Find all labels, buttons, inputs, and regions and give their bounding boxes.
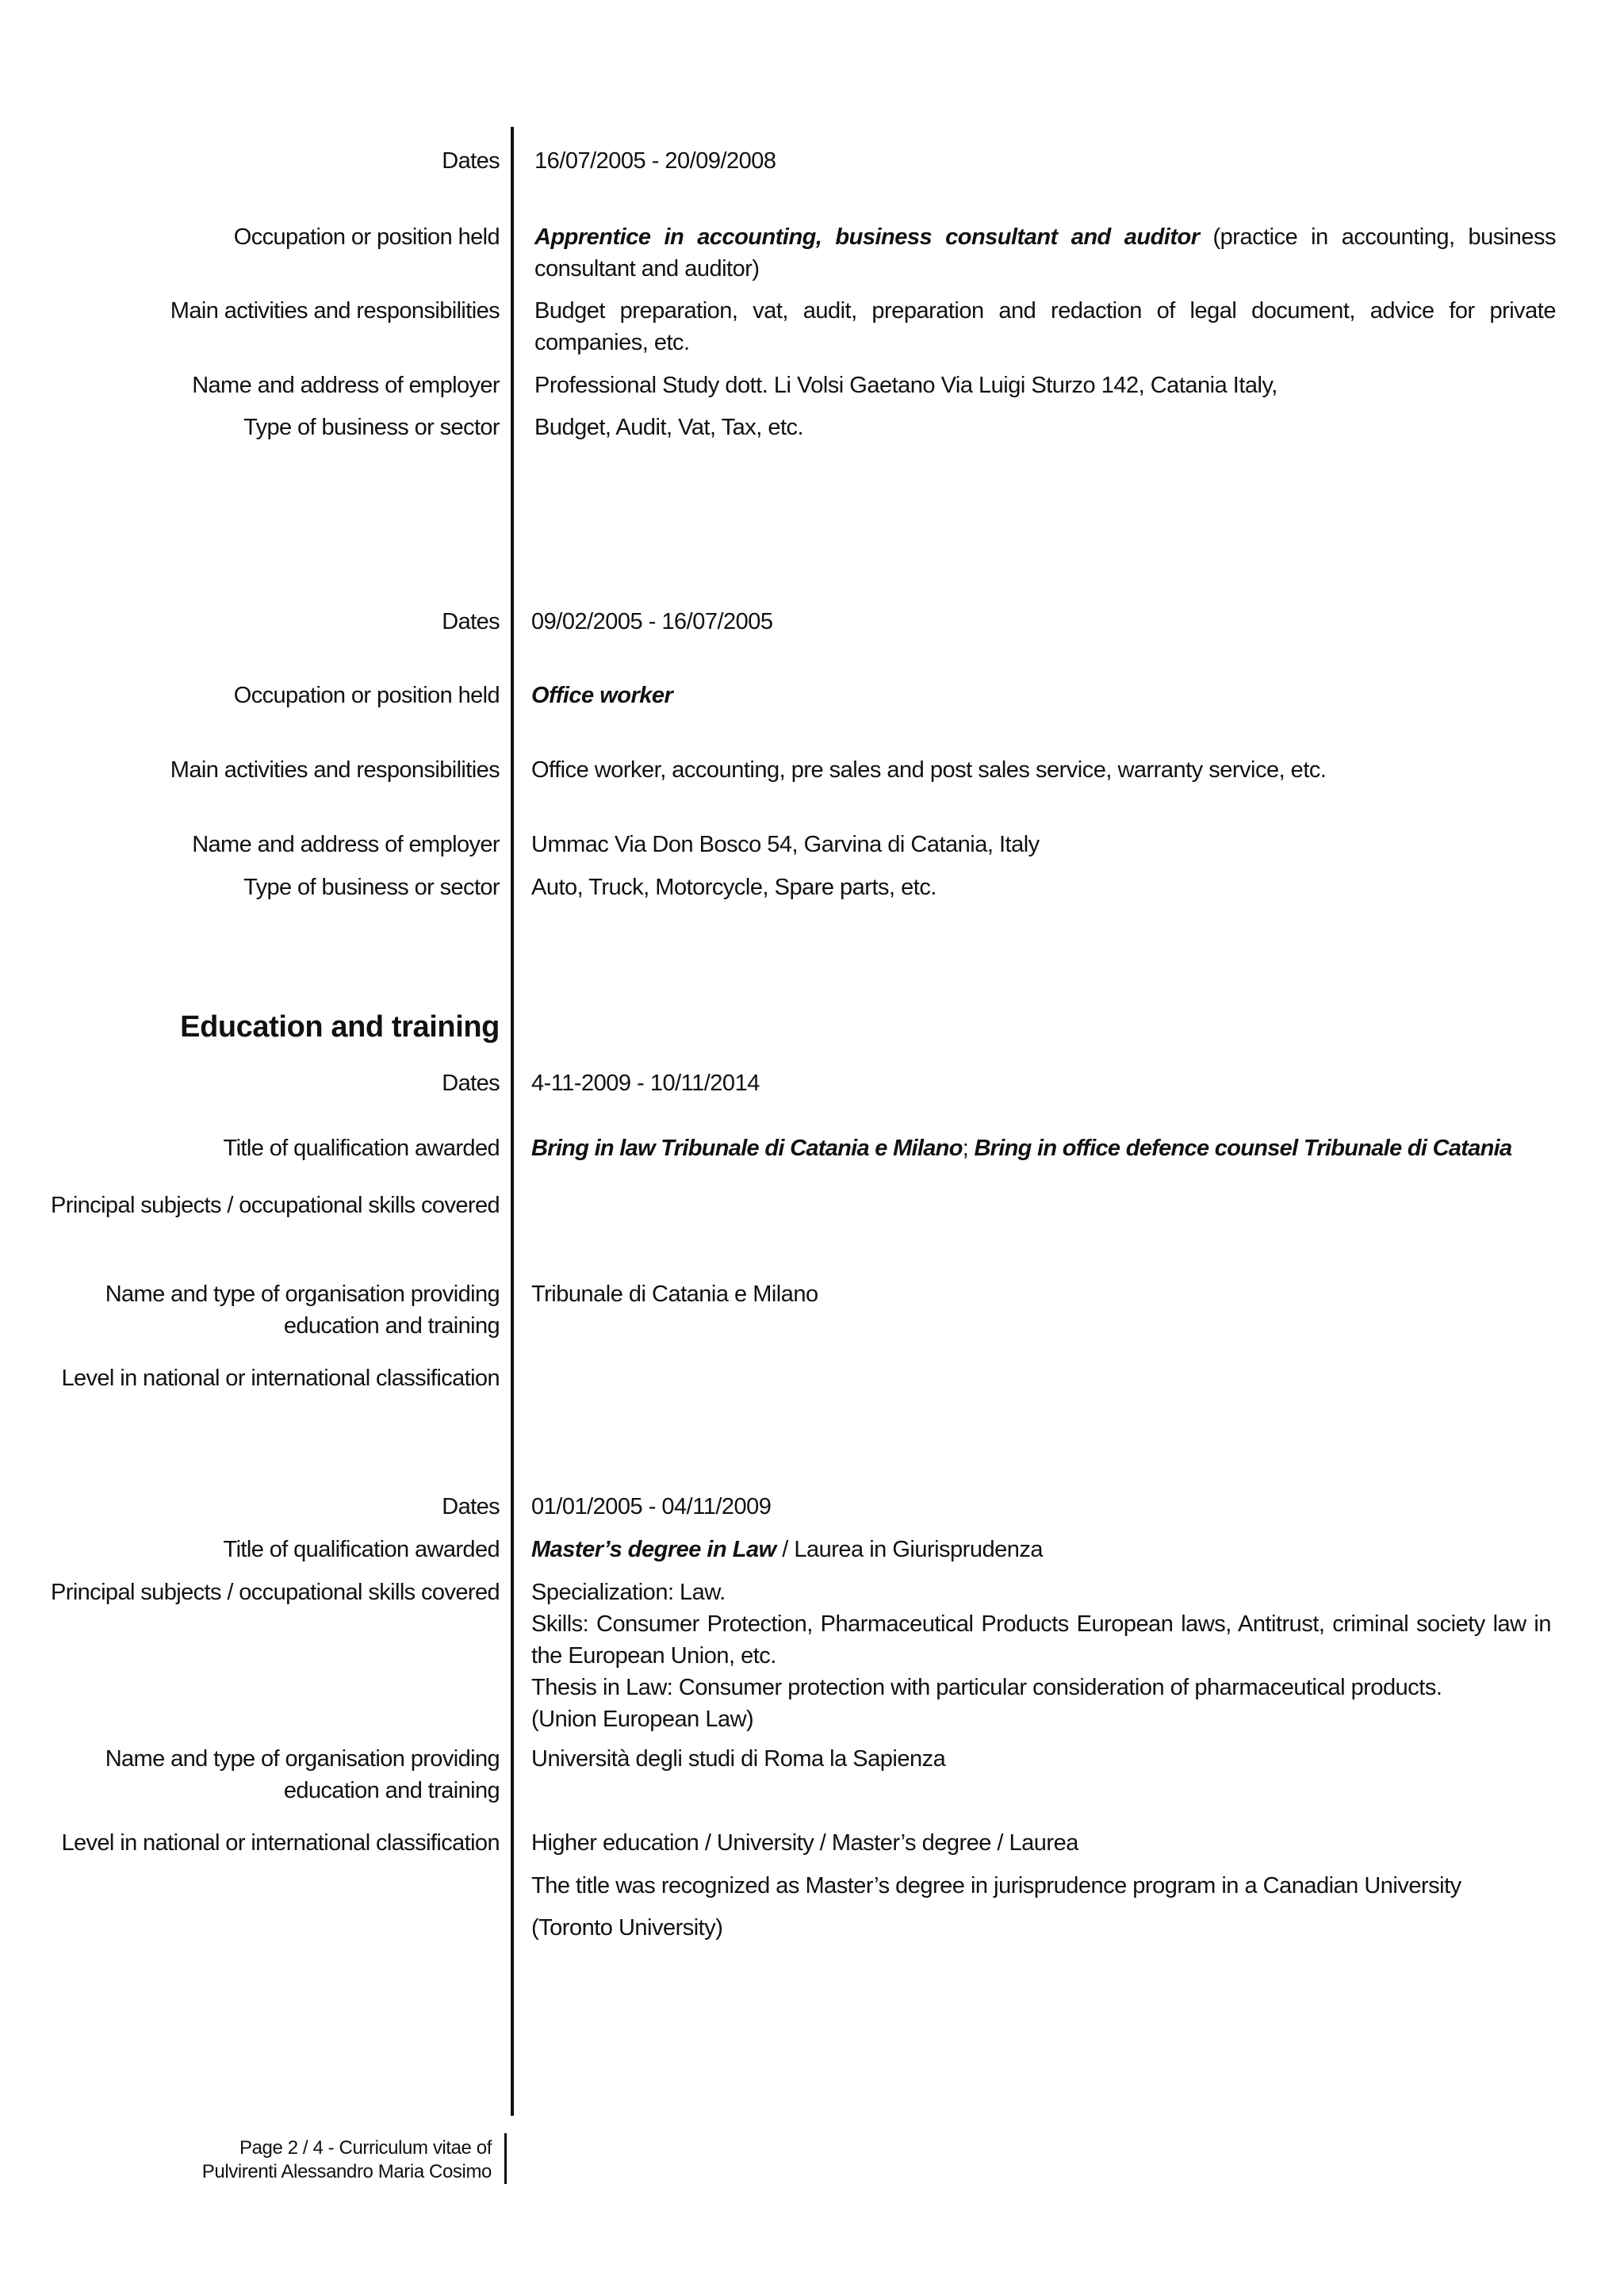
edu2-subjects-line2: Skills: Consumer Protection, Pharmaceutical Products European laws, Antitrust, criminal society law in the European Union, etc. xyxy=(531,1611,1551,1669)
exp1-sector: Budget, Audit, Vat, Tax, etc. xyxy=(534,415,804,440)
edu2-title-label: Title of qualification awarded xyxy=(223,1537,500,1562)
edu1-title-part2: Bring in office defence counsel Tribunale di Catania xyxy=(974,1136,1512,1161)
exp2-employer-label: Name and address of employer xyxy=(192,832,500,857)
footer-line1: Page 2 / 4 - Curriculum vitae of xyxy=(239,2137,492,2159)
exp1-occupation-label: Occupation or position held xyxy=(233,224,500,250)
exp2-occupation xyxy=(531,680,1554,711)
edu2-subjects-line3: Thesis in Law: Consumer protection with particular consideration of pharmaceutical products. xyxy=(531,1675,1442,1700)
edu1-title xyxy=(531,1132,1554,1164)
footer-line2: Pulvirenti Alessandro Maria Cosimo xyxy=(201,2161,492,2182)
edu1-dates: 4-11-2009 - 10/11/2014 xyxy=(531,1071,760,1096)
education-heading: Education and training xyxy=(180,1010,500,1044)
edu2-title-sep: / xyxy=(776,1537,795,1562)
edu2-dates: 01/01/2005 - 04/11/2009 xyxy=(531,1494,772,1519)
edu1-dates-label: Dates xyxy=(442,1071,500,1096)
edu2-level-line1: Higher education / University / Master’s degree / Laurea xyxy=(531,1830,1078,1856)
edu1-title-sep: ; xyxy=(962,1136,975,1161)
edu2-subjects-line1: Specialization: Law. xyxy=(531,1580,726,1605)
exp2-dates: 09/02/2005 - 16/07/2005 xyxy=(531,609,773,634)
exp1-occupation xyxy=(534,221,1556,285)
footer-divider xyxy=(504,2133,507,2184)
edu2-title xyxy=(531,1534,1554,1565)
exp1-activities-label: Main activities and responsibilities xyxy=(170,298,500,324)
edu1-level-label: Level in national or international classification xyxy=(61,1366,500,1391)
exp2-sector-label: Type of business or sector xyxy=(243,875,500,900)
exp2-activities: Office worker, accounting, pre sales and post sales service, warranty service, etc. xyxy=(531,757,1327,783)
edu1-title-part1: Bring in law Tribunale di Catania e Milano xyxy=(531,1136,963,1161)
edu2-org-label: Name and type of organisation providing education and training xyxy=(105,1746,500,1803)
edu2-subjects-label: Principal subjects / occupational skills covered xyxy=(51,1580,500,1605)
exp1-employer: Professional Study dott. Li Volsi Gaetano Via Luigi Sturzo 142, Catania Italy, xyxy=(534,373,1277,398)
edu2-subjects xyxy=(531,1577,1551,1735)
exp1-sector-label: Type of business or sector xyxy=(243,415,500,440)
edu1-subjects-label: Principal subjects / occupational skills covered xyxy=(51,1193,500,1218)
exp2-occupation-label: Occupation or position held xyxy=(233,683,500,708)
exp1-occupation-note: (practice in accounting, business consultant and auditor) xyxy=(534,224,1556,282)
exp2-activities-label: Main activities and responsibilities xyxy=(170,757,500,783)
exp1-employer-label: Name and address of employer xyxy=(192,373,500,398)
exp2-dates-label: Dates xyxy=(442,609,500,634)
edu2-title-part1: Master’s degree in Law xyxy=(531,1537,776,1562)
edu2-org: Università degli studi di Roma la Sapienza xyxy=(531,1746,946,1772)
exp2-employer: Ummac Via Don Bosco 54, Garvina di Catania, Italy xyxy=(531,832,1040,857)
edu2-subjects-line4: (Union European Law) xyxy=(531,1707,754,1732)
edu1-org: Tribunale di Catania e Milano xyxy=(531,1282,818,1307)
exp2-sector: Auto, Truck, Motorcycle, Spare parts, etc. xyxy=(531,875,936,900)
exp1-activities: Budget preparation, vat, audit, preparation and redaction of legal document, advice for private companies, etc. xyxy=(534,298,1556,355)
edu1-title-label: Title of qualification awarded xyxy=(223,1136,500,1161)
column-divider xyxy=(511,127,514,2116)
edu1-org-label: Name and type of organisation providing education and training xyxy=(105,1282,500,1339)
edu2-dates-label: Dates xyxy=(442,1494,500,1519)
edu2-level-label: Level in national or international classification xyxy=(61,1830,500,1856)
exp1-dates: 16/07/2005 - 20/09/2008 xyxy=(534,148,776,174)
edu2-title-part2: Laurea in Giurisprudenza xyxy=(794,1537,1043,1562)
edu2-level-line3: (Toronto University) xyxy=(531,1915,723,1941)
exp1-occupation-title: Apprentice in accounting, business consultant and auditor xyxy=(534,224,1200,250)
exp2-occupation-title: Office worker xyxy=(531,683,673,708)
edu2-level-line2: The title was recognized as Master’s degree in jurisprudence program in a Canadian University xyxy=(531,1873,1461,1898)
exp1-dates-label: Dates xyxy=(442,148,500,174)
footer-page-info xyxy=(48,2136,492,2184)
